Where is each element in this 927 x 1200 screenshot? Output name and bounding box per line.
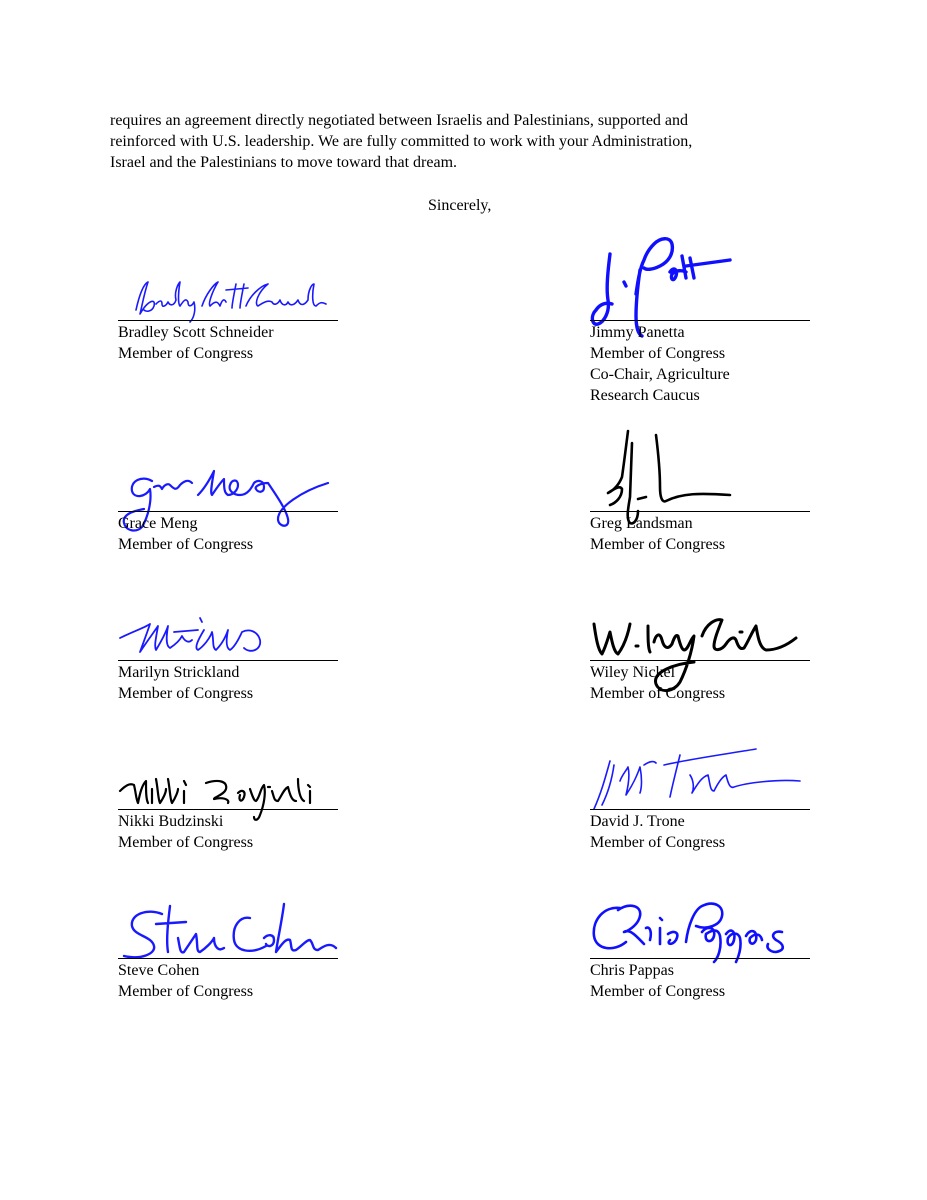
handwritten-signature [118, 270, 338, 330]
signatory-title: Member of Congress [118, 536, 254, 553]
signature-stroke [124, 904, 336, 957]
signatory-name: Bradley Scott Schneider [118, 324, 274, 341]
signatory-name: David J. Trone [590, 813, 685, 830]
handwritten-signature [118, 610, 338, 670]
signatory-title: Member of Congress [590, 834, 726, 851]
signatory-name: Greg Landsman [590, 515, 693, 532]
signatory-title: Member of Congress [118, 983, 254, 1000]
signatory-title: Member of Congress [118, 685, 254, 702]
signatory-title: Member of Congress [118, 345, 254, 362]
paragraph-line: requires an agreement directly negotiated between Israelis and Palestinians, supported and [110, 112, 689, 129]
signature-stroke [120, 618, 260, 652]
signature-stroke [136, 282, 326, 322]
closing: Sincerely, [428, 197, 492, 214]
signatory-title: Research Caucus [590, 387, 700, 404]
signature-line [118, 660, 338, 661]
signatory-name: Steve Cohen [118, 962, 200, 979]
signatory-title: Member of Congress [590, 536, 726, 553]
signatory-name: Marilyn Strickland [118, 664, 240, 681]
signature-line [118, 809, 338, 810]
signatory-title: Member of Congress [590, 345, 726, 362]
signature-line [118, 511, 338, 512]
letter-paragraph [110, 110, 810, 173]
signatory-title: Member of Congress [590, 983, 726, 1000]
paragraph-line: reinforced with U.S. leadership. We are fully committed to work with your Administration, [110, 133, 693, 150]
signature-line [590, 958, 810, 959]
signatory-name: Grace Meng [118, 515, 198, 532]
signatory-name: Nikki Budzinski [118, 813, 224, 830]
signature-stroke [594, 904, 783, 962]
signature-stroke [608, 431, 730, 523]
signature-line [590, 511, 810, 512]
signature-line [590, 320, 810, 321]
signatory-title: Member of Congress [118, 834, 254, 851]
signature-line [590, 809, 810, 810]
signatory-title: Member of Congress [590, 685, 726, 702]
signatory-name: Wiley Nickel [590, 664, 676, 681]
signature-line [118, 958, 338, 959]
signatory-title: Co-Chair, Agriculture [590, 366, 730, 383]
signatory-name: Jimmy Panetta [590, 324, 685, 341]
signature-stroke [594, 749, 800, 809]
signature-line [118, 320, 338, 321]
signatory-name: Chris Pappas [590, 962, 674, 979]
paragraph-line: Israel and the Palestinians to move toward that dream. [110, 154, 458, 171]
signature-line [590, 660, 810, 661]
